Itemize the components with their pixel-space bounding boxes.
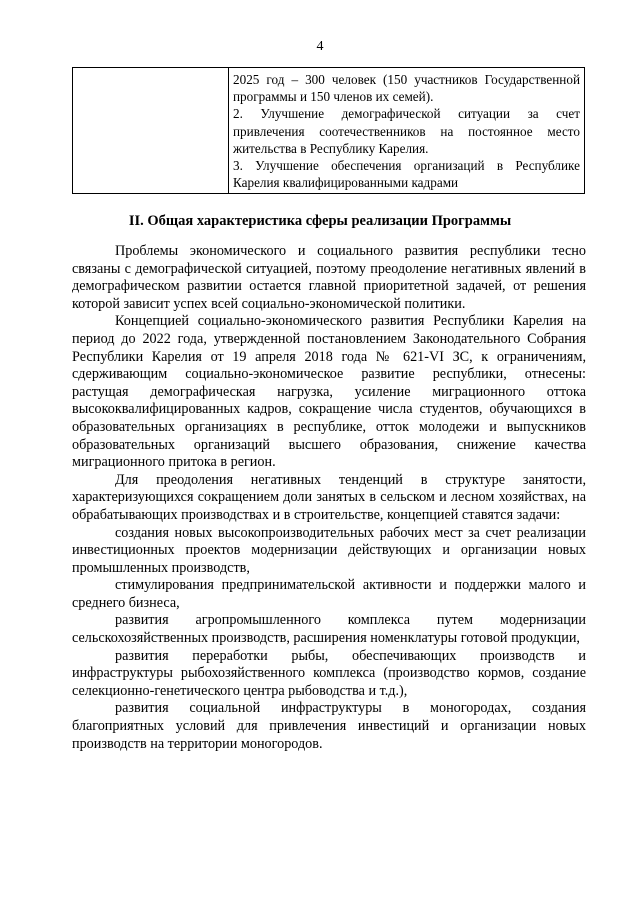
paragraph: развития социальной инфраструктуры в моногородах, создания благоприятных условий для привлечения инвестиций и организации новых производств на территории моногородов.	[72, 700, 586, 752]
table-cell-right	[229, 68, 585, 194]
paragraph: Для преодоления негативных тенденций в структуре занятости, характеризующихся сокращением доли занятых в сельском и лесном хозяйствах, на обрабатывающих производствах и в строительстве, концепцией ставятся задачи:	[72, 471, 586, 523]
paragraph: стимулирования предпринимательской активности и поддержки малого и среднего бизнеса,	[72, 577, 586, 611]
section-heading: II. Общая характеристика сферы реализации Программы	[128, 213, 512, 229]
table-cell-line: 2025 год – 300 человек (150 участников Государственной программы и 150 членов их семей).	[233, 72, 580, 105]
body-text	[72, 243, 586, 753]
paragraph: Концепцией социально-экономического развития Республики Карелия на период до 2022 года, утвержденной постановлением Законодательного Собрания Республики Карелия от 19 апреля 2018 года № 621-VI ЗС, к ограничениям, сдерживающим социально-экономическое развитие республики, отнесены: растущая демографическая нагрузка, усиление миграционного оттока высококвалифицированных кадров, сокращение числа студентов, обучающихся в образовательных организациях в республике, отток молодежи и выпускников образовательных организаций высшего образования, снижение качества миграционного притока в регион.	[72, 313, 586, 471]
table-cell-line: 2. Улучшение демографической ситуации за счет привлечения соотечественников на постоянное место жительства в Республику Карелия.	[233, 106, 580, 156]
paragraph: Проблемы экономического и социального развития республики тесно связаны с демографической ситуацией, поэтому преодоление негативных явлений в демографическом развитии остается главной приоритетной задачей, от решения которой зависит успех всей социально-экономической политики.	[72, 243, 586, 312]
goals-table	[72, 67, 585, 194]
table-row	[73, 68, 585, 194]
table-cell-left	[73, 68, 229, 194]
page-number: 4	[316, 39, 324, 54]
paragraph: создания новых высокопроизводительных рабочих мест за счет реализации инвестиционных проектов модернизации действующих и организации новых промышленных производств,	[72, 524, 586, 576]
paragraph: развития агропромышленного комплекса путем модернизации сельскохозяйственных производств, расширения номенклатуры готовой продукции,	[72, 612, 586, 647]
table-cell-line: 3. Улучшение обеспечения организаций в Республике Карелия квалифицированными кадрами	[233, 158, 580, 191]
paragraph: развития переработки рыбы, обеспечивающих производств и инфраструктуры рыбохозяйственного комплекса (производство кормов, создание селекционно-генетического центра рыбоводства и т.д.),	[72, 647, 586, 699]
